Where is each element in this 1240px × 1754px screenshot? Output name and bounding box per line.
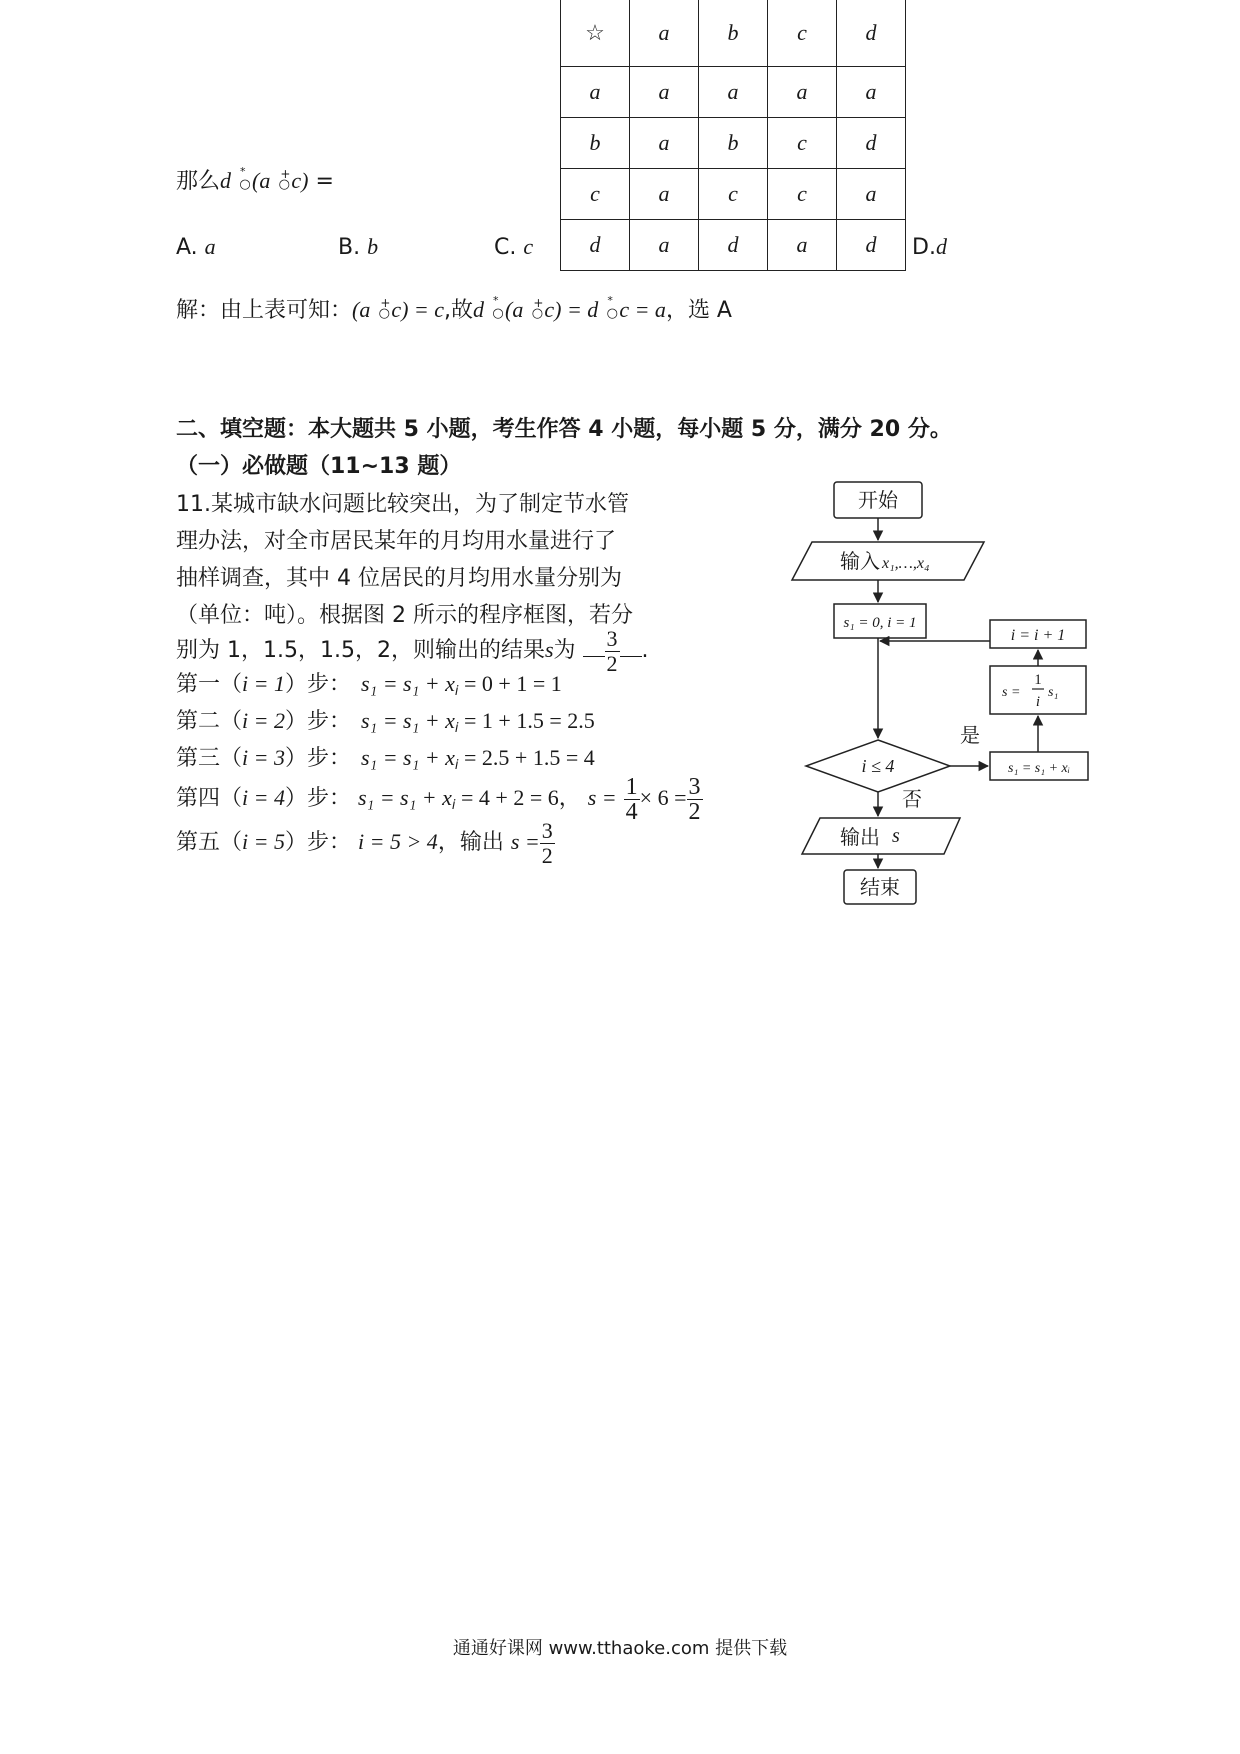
table-cell: d bbox=[561, 220, 630, 271]
answer-num: 3 bbox=[606, 625, 618, 651]
answer-fraction bbox=[605, 627, 620, 676]
end-label: 结束 bbox=[860, 875, 900, 899]
table-cell: c bbox=[768, 169, 837, 220]
step4-f2-num: 3 bbox=[688, 773, 701, 800]
prompt-eq: = bbox=[315, 169, 334, 194]
step-i: i = 3 bbox=[242, 745, 285, 770]
option-d-value: d bbox=[935, 234, 947, 259]
step5 bbox=[176, 814, 555, 871]
yes-label: 是 bbox=[960, 723, 980, 747]
output-var: s bbox=[892, 825, 900, 847]
table-cell: d bbox=[837, 0, 906, 67]
answer-blank-right bbox=[620, 656, 642, 657]
step-expr: s₁ = s₁ + x bbox=[361, 708, 455, 733]
q11-line3: 抽样调查，其中 4 位居民的月均用水量分别为 bbox=[176, 566, 622, 591]
table-row bbox=[561, 0, 906, 67]
output-parallelogram bbox=[802, 818, 960, 854]
option-a[interactable] bbox=[176, 232, 216, 263]
q10-prompt bbox=[176, 166, 334, 200]
section-heading: 二、填空题：本大题共 5 小题，考生作答 4 小题，每小题 5 分，满分 20 分。 bbox=[176, 417, 952, 442]
option-b-label: B. bbox=[338, 235, 361, 260]
option-b-value: b bbox=[367, 234, 379, 259]
q11-line1: 11.某城市缺水问题比较突出，为了制定节水管 bbox=[176, 492, 629, 517]
prompt-d: d bbox=[220, 168, 232, 193]
option-c[interactable] bbox=[494, 232, 533, 263]
table-cell: d bbox=[699, 220, 768, 271]
step4-mid: ）步： bbox=[284, 786, 351, 811]
step4-fraction-1 bbox=[624, 775, 640, 824]
operation-table bbox=[560, 0, 906, 271]
step-expr-sub: i bbox=[454, 758, 459, 773]
table-cell: a bbox=[768, 67, 837, 118]
table-cell: d bbox=[837, 220, 906, 271]
star-operator-icon: * ○ bbox=[239, 165, 251, 192]
table-row bbox=[561, 220, 906, 271]
prompt-prefix: 那么 bbox=[176, 169, 221, 194]
plus-operator-icon: + ○ bbox=[378, 296, 391, 321]
table-cell: a bbox=[561, 67, 630, 118]
prompt-open: ( bbox=[252, 168, 260, 193]
prompt-close: ) bbox=[301, 168, 309, 193]
table-cell: c bbox=[768, 0, 837, 67]
step4-times: × 6 = bbox=[639, 785, 687, 810]
table-cell: a bbox=[768, 220, 837, 271]
table-cell: b bbox=[699, 0, 768, 67]
solution-part2: c) = c bbox=[391, 297, 445, 322]
star-operator-icon: * ○ bbox=[606, 294, 618, 321]
step-rest: = 2.5 + 1.5 = 4 bbox=[458, 745, 595, 770]
table-row bbox=[561, 118, 906, 169]
solution-part3: d bbox=[473, 297, 485, 322]
q11-line4: （单位：吨）。根据图 2 所示的程序框图，若分 bbox=[176, 603, 633, 628]
step-expr: s₁ = s₁ + x bbox=[361, 745, 455, 770]
output-label: 输出 bbox=[840, 825, 880, 849]
star-operator-icon: * ○ bbox=[492, 294, 504, 321]
compute-num: 1 bbox=[1034, 672, 1042, 688]
step-rest: = 0 + 1 = 1 bbox=[458, 671, 562, 696]
compute-den: i bbox=[1035, 694, 1041, 710]
option-d[interactable] bbox=[912, 232, 947, 263]
step-i: i = 2 bbox=[242, 708, 285, 733]
solution-part4: (a bbox=[505, 297, 524, 322]
step-label: 第一（ bbox=[176, 672, 243, 697]
table-cell: b bbox=[699, 118, 768, 169]
step5-num: 3 bbox=[541, 817, 553, 843]
compute-var: s₁ bbox=[1048, 685, 1059, 700]
answer-den: 2 bbox=[606, 650, 618, 676]
init-label: s₁ = 0, i = 1 bbox=[843, 615, 917, 631]
solution-part1: (a bbox=[352, 297, 371, 322]
line5-var: s bbox=[544, 637, 554, 662]
condition-label: i ≤ 4 bbox=[861, 756, 895, 776]
table-cell: a bbox=[630, 220, 699, 271]
solution-part6: c = a bbox=[619, 297, 666, 322]
step-label: 第三（ bbox=[176, 746, 243, 771]
table-cell: c bbox=[561, 169, 630, 220]
line5-mid: 为 bbox=[553, 638, 576, 663]
step-mid: ）步： bbox=[284, 746, 351, 771]
step4-rest: = 4 + 2 = 6， bbox=[455, 785, 581, 810]
table-cell: d bbox=[837, 118, 906, 169]
no-label: 否 bbox=[902, 787, 922, 811]
step5-i: i = 5 bbox=[242, 829, 285, 854]
option-d-label: D. bbox=[912, 235, 936, 260]
step5-mid: ）步： bbox=[284, 830, 351, 855]
option-c-value: c bbox=[523, 234, 534, 259]
increment-label: i = i + 1 bbox=[1010, 627, 1066, 644]
step4-f2-den: 2 bbox=[688, 798, 701, 825]
solution-suffix: ，选 A bbox=[665, 298, 732, 323]
step5-out: ，输出 bbox=[437, 830, 504, 855]
step4-sub: i bbox=[451, 798, 456, 813]
table-cell: b bbox=[561, 118, 630, 169]
input-label: 输入 bbox=[840, 549, 880, 573]
table-corner-operator: ☆ bbox=[561, 0, 630, 67]
table-cell: a bbox=[630, 118, 699, 169]
option-b[interactable] bbox=[338, 232, 378, 263]
option-a-value: a bbox=[204, 234, 216, 259]
step4-f1-num: 1 bbox=[625, 773, 638, 800]
table-row bbox=[561, 67, 906, 118]
table-cell: a bbox=[630, 0, 699, 67]
step5-cond: i = 5 > 4 bbox=[358, 829, 438, 854]
step4-i: i = 4 bbox=[242, 785, 285, 810]
option-c-label: C. bbox=[494, 235, 517, 260]
step-expr: s₁ = s₁ + x bbox=[361, 671, 455, 696]
step4-label: 第四（ bbox=[176, 786, 243, 811]
plus-operator-icon: + ○ bbox=[278, 167, 291, 192]
program-flowchart bbox=[780, 470, 1120, 910]
line5-end: . bbox=[641, 638, 649, 663]
start-label: 开始 bbox=[858, 488, 898, 512]
step5-s: s = bbox=[510, 829, 540, 854]
step5-den: 2 bbox=[541, 842, 553, 868]
step-rest: = 1 + 1.5 = 2.5 bbox=[458, 708, 595, 733]
step5-label: 第五（ bbox=[176, 830, 243, 855]
answer-blank-left bbox=[583, 656, 605, 657]
prompt-c: c bbox=[291, 168, 302, 193]
step-label: 第二（ bbox=[176, 709, 243, 734]
table-cell: a bbox=[699, 67, 768, 118]
q11-line2: 理办法，对全市居民某年的月均用水量进行了 bbox=[176, 529, 617, 554]
solution-part5: c) = d bbox=[544, 297, 599, 322]
step4-fraction-2 bbox=[687, 775, 703, 824]
table-row bbox=[561, 169, 906, 220]
step4-s: s = bbox=[587, 785, 617, 810]
step-expr-sub: i bbox=[454, 721, 459, 736]
step5-fraction bbox=[540, 819, 555, 868]
step-expr-sub: i bbox=[454, 684, 459, 699]
step-mid: ）步： bbox=[284, 709, 351, 734]
q10-solution bbox=[176, 295, 732, 329]
accumulate-label: s₁ = s₁ + xᵢ bbox=[1008, 761, 1070, 776]
table-cell: c bbox=[768, 118, 837, 169]
table-cell: c bbox=[699, 169, 768, 220]
option-a-label: A. bbox=[176, 235, 198, 260]
input-vars: x₁,…,x₄ bbox=[882, 555, 930, 572]
table-cell: a bbox=[630, 169, 699, 220]
plus-operator-icon: + ○ bbox=[531, 296, 544, 321]
footer: 通通好课网 www.tthaoke.com 提供下载 bbox=[452, 1638, 788, 1659]
step4-expr: s₁ = s₁ + x bbox=[358, 785, 452, 810]
line5-prefix: 别为 1，1.5，1.5，2，则输出的结果 bbox=[176, 638, 545, 663]
step-line bbox=[176, 706, 595, 744]
table-cell: a bbox=[837, 67, 906, 118]
prompt-a: a bbox=[259, 168, 271, 193]
step-mid: ）步： bbox=[284, 672, 351, 697]
step-i: i = 1 bbox=[242, 671, 285, 696]
table-cell: a bbox=[837, 169, 906, 220]
step4-f1-den: 4 bbox=[625, 798, 638, 825]
solution-mid: ,故 bbox=[444, 298, 474, 323]
step-line bbox=[176, 669, 562, 707]
section-subheading: （一）必做题（11~13 题） bbox=[176, 454, 462, 479]
table-cell: a bbox=[630, 67, 699, 118]
solution-prefix: 解：由上表可知： bbox=[176, 298, 353, 323]
compute-s-label: s = bbox=[1002, 685, 1021, 700]
